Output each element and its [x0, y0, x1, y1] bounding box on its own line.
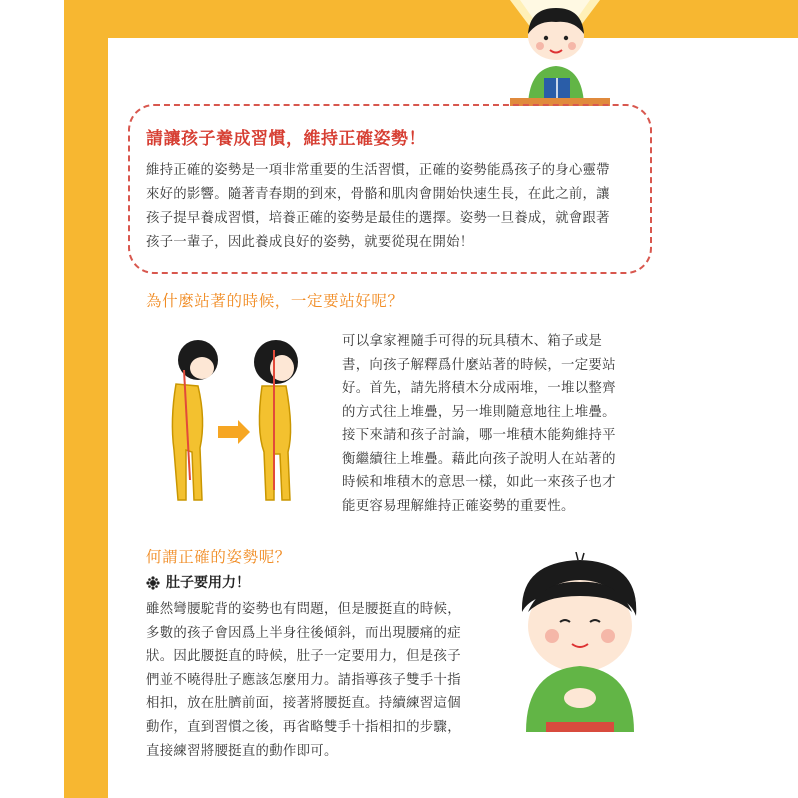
section2-line: 雖然彎腰駝背的姿勢也有問題，但是腰挺直的時候， — [146, 602, 461, 617]
section2-line: 相扣，放在肚臍前面，接著將腰挺直。持續練習這個 — [146, 696, 461, 712]
section1-line: 可以拿家裡隨手可得的玩具積木、箱子或是 — [342, 334, 603, 349]
section1-line: 的方式往上堆疊，另一堆則隨意地往上堆疊。 — [342, 404, 616, 420]
clasped-hands-boy-illustration — [512, 552, 652, 732]
bullet-heading: 肚子要用力！ — [166, 575, 250, 591]
section2-body — [146, 598, 506, 763]
section2-line: 們並不曉得肚子應該怎麼用力。請指導孩子雙手十指 — [146, 672, 461, 688]
notice-body — [146, 159, 646, 255]
section2-line: 直接練習將腰挺直的動作即可。 — [146, 743, 338, 759]
notice-line: 維持正確的姿勢是一項非常重要的生活習慣，正確的姿勢能爲孩子的身心靈帶 — [146, 163, 610, 178]
section1-line: 時候和堆積木的意思一樣，如此一來孩子也才 — [342, 475, 616, 490]
section1-line: 好。首先，請先將積木分成兩堆，一堆以整齊 — [342, 381, 616, 396]
reading-boy-illustration — [470, 0, 640, 110]
page-margin — [0, 0, 64, 798]
section2-heading: 何謂正確的姿勢呢？ — [146, 548, 291, 566]
posture-comparison-illustration — [150, 330, 325, 510]
section2-line: 動作，直到習慣之後，再省略雙手十指相扣的步驟， — [146, 719, 461, 735]
section1-line: 能更容易理解維持正確姿勢的重要性。 — [342, 498, 575, 514]
section1-line: 書，向孩子解釋爲什麼站著的時候，一定要站 — [342, 357, 616, 373]
arrow-right-icon — [218, 420, 250, 444]
notice-title: 請讓孩子養成習慣，維持正確姿勢！ — [146, 129, 426, 149]
section2-line: 狀。因此腰挺直的時候，肚子一定要用力，但是孩子 — [146, 649, 461, 665]
section1-heading: 為什麼站著的時候，一定要站好呢？ — [146, 292, 404, 310]
section1-body — [342, 330, 642, 518]
section1-line: 衡繼續往上堆疊。藉此向孩子說明人在站著的 — [342, 451, 616, 467]
notice-line: 孩子一輩子，因此養成良好的姿勢，就要從現在開始！ — [146, 235, 474, 250]
notice-line: 孩子提早養成習慣，培養正確的姿勢是最佳的選擇。姿勢一旦養成，就會跟著 — [146, 211, 610, 226]
section2-line: 多數的孩子會因爲上半身往後傾斜，而出現腰痛的症 — [146, 625, 461, 641]
section1-line: 接下來請和孩子討論，哪一堆積木能夠維持平 — [342, 428, 616, 443]
notice-line: 來好的影響。隨著青春期的到來，骨骼和肌肉會開始快速生長，在此之前，讓 — [146, 187, 610, 202]
flower-bullet-icon — [146, 576, 160, 590]
